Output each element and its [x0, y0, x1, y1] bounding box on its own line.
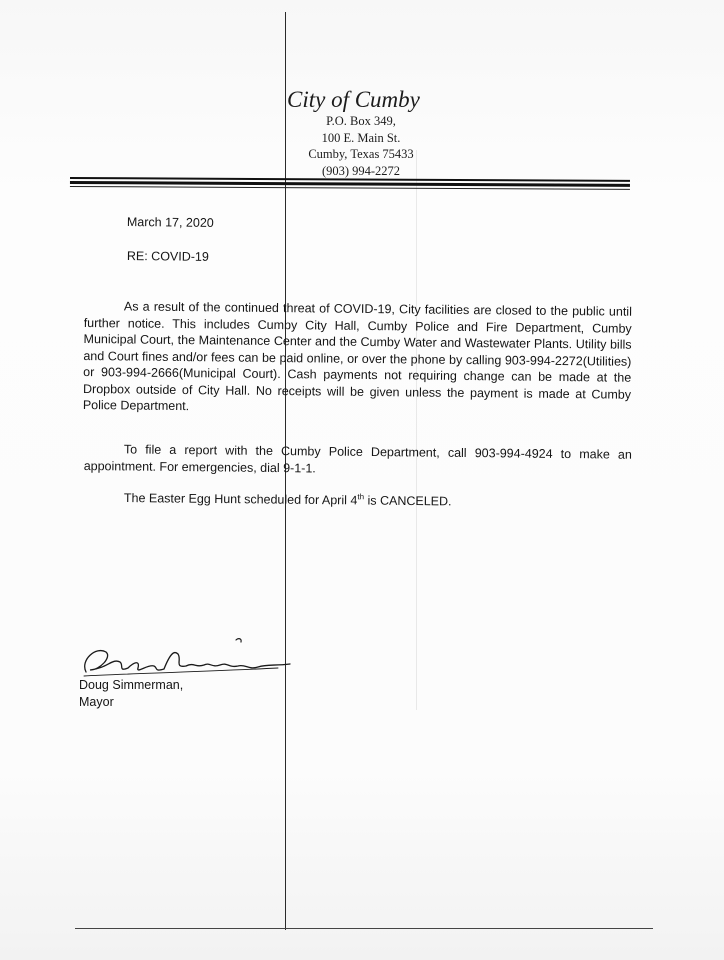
rule-line — [70, 186, 630, 190]
paragraph-closures: As a result of the continued threat of COVID-19, City facilities are closed to the public until further notice. This includes Cumby City Hall, Cumby Police and Fire Department, Cumby Municipal Court, the Maintenance Center and the Cumby Water and Wastewater Plants. Utility bills and Court fines and/or fees can be paid online, or over the phone by calling 903-994-2272(Utilities) or 903-994-2666(Municipal Court). Cash payments not requiring change can be made at the Dropbox outside of City Hall. No receipts will be given unless the payment is made at Cumby Police Department. — [82, 299, 632, 414]
signer-name: Doug Simmerman, — [79, 678, 184, 692]
easter-text: The Easter Egg Hunt scheduled for April 4 — [123, 490, 358, 508]
page-bottom-rule — [75, 928, 653, 929]
signer-title: Mayor — [79, 694, 114, 709]
paragraph-police: To file a report with the Cumby Police Department, call 903-994-4924 to make an appointment. For emergencies, dial 9-1-1. — [83, 442, 632, 475]
city-state-zip: Cumby, Texas 75433 — [308, 147, 414, 161]
street-address: 100 E. Main St. — [321, 130, 401, 145]
handwritten-signature — [78, 632, 293, 682]
letterhead — [287, 86, 435, 179]
phone-number: (903) 994-2272 — [321, 163, 401, 178]
scan-crease — [416, 150, 417, 710]
po-box: P.O. Box 349, — [326, 114, 396, 128]
subject-line: RE: COVID-19 — [126, 248, 209, 264]
paragraph-easter — [124, 490, 452, 510]
letterhead-rule — [70, 177, 630, 190]
org-name: City of Cumby — [287, 87, 420, 112]
letter-date: March 17, 2020 — [126, 214, 214, 230]
canceled-text: is CANCELED. — [363, 493, 452, 509]
signature-block — [79, 677, 183, 710]
ordinal-suffix: th — [357, 492, 365, 502]
